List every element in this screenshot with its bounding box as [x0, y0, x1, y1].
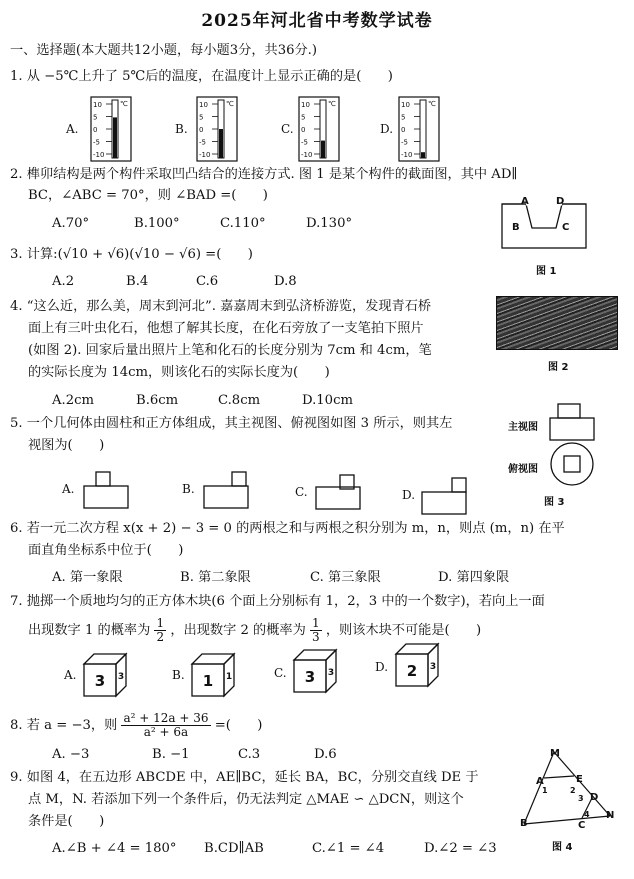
thermometer-tick-label: -5 [401, 138, 408, 147]
fig4-label-n: N [606, 810, 615, 821]
fig4-label-d: D [590, 792, 599, 803]
q9-line3: 条件是( ) [28, 814, 105, 829]
q7-frac2-num: 1 [312, 616, 320, 630]
q7-cube-b [190, 652, 236, 698]
cube-front-number: 1 [202, 672, 214, 690]
q1-option-d-label: D. [380, 122, 394, 136]
q6-line2: 面直角坐标系中位于( ) [28, 543, 184, 558]
q7-option-d-label: D. [375, 660, 389, 674]
fig4-angle-2: 2 [570, 786, 576, 795]
q5-option-c-label: C. [295, 485, 308, 499]
q3-option-c: C.6 [196, 274, 219, 289]
q5-line2: 视图为( ) [28, 438, 105, 453]
fig1-label-c: C [562, 222, 570, 233]
cube-front-number: 3 [94, 672, 106, 690]
thermometer-tick-label: -10 [401, 151, 413, 159]
q5-option-b-view [202, 470, 250, 510]
fig3-top-view [548, 440, 596, 488]
q9-option-d: D.∠2 = ∠3 [424, 841, 497, 856]
cube-side-number: 3 [327, 668, 335, 678]
thermometer-tick-label: 10 [93, 101, 102, 109]
q3-stem: 3. 计算:(√10 + √6)(√10 − √6) =( ) [10, 247, 253, 262]
thermometer-tick-label: 5 [401, 113, 406, 122]
thermometer-tick-label: 0 [199, 126, 204, 134]
thermometer-tick-label: -5 [301, 138, 308, 147]
fig3-main-view-label: 主视图 [508, 422, 538, 433]
fig4-label-b: B [520, 818, 528, 829]
q6-option-d: D. 第四象限 [438, 570, 510, 585]
paper-title: 2025年河北省中考数学试卷 [201, 11, 433, 31]
cube-front-number: 2 [406, 662, 418, 680]
fig3-caption: 图 3 [544, 497, 565, 508]
q2-option-a: A.70° [52, 216, 90, 231]
q8-fraction [121, 712, 210, 739]
thermometer-tick-label: 10 [401, 101, 410, 109]
thermometer-tick-label: -5 [199, 138, 206, 147]
q7-cube-d [394, 642, 440, 688]
thermometer-tick-label: 5 [93, 113, 98, 122]
q2-option-d: D.130° [306, 216, 353, 231]
section-heading: 一、选择题(本大题共12小题，每小题3分，共36分.) [10, 43, 317, 58]
q2-option-c: C.110° [220, 216, 266, 231]
q5-line1: 5. 一个几何体由圆柱和正方体组成，其主视图、俯视图如图 3 所示，则其左 [10, 416, 453, 431]
q3-option-d: D.8 [274, 274, 297, 289]
fig4-label-e: E [576, 774, 583, 785]
q4-option-d: D.10cm [302, 393, 353, 408]
cube-side-number: 1 [225, 672, 233, 682]
thermometer-column [321, 141, 325, 158]
q1-option-a-label: A. [66, 122, 79, 136]
fig4-angle-4: 4 [584, 810, 590, 819]
thermometer-unit: ℃ [226, 100, 234, 108]
q7-line2-b: ，出现数字 2 的概率为 [170, 623, 306, 638]
q6-option-a: A. 第一象限 [52, 570, 123, 585]
q7-line2-c: ，则该木块不可能是( ) [325, 623, 482, 638]
q8-option-b: B. −1 [152, 747, 190, 762]
q5-option-d-label: D. [402, 488, 416, 502]
thermometer-tick-label: 0 [401, 126, 406, 134]
q6-line1: 6. 若一元二次方程 x(x + 2) − 3 = 0 的两根之和与两根之积分别为 m，n，则点 (m，n) 在平 [10, 521, 565, 536]
thermometer-tick-label: -10 [199, 151, 211, 159]
q7-fraction-1 [154, 617, 166, 644]
q6-option-c: C. 第三象限 [310, 570, 381, 585]
fig1-label-a: A [521, 196, 529, 207]
q7-fraction-2 [310, 617, 322, 644]
q4-option-c: C.8cm [218, 393, 261, 408]
q7-line2-a: 出现数字 1 的概率为 [28, 623, 151, 638]
fig2-caption: 图 2 [548, 362, 569, 373]
q8-stem-a: 8. 若 a = −3，则 [10, 718, 118, 733]
q9-line2: 点 M，N. 若添加下列一个条件后，仍无法判定 △MAE ∽ △DCN，则这个 [28, 792, 464, 807]
q4-line3: (如图 2). 回家后量出照片上笔和化石的长度分别为 7cm 和 4cm，笔 [28, 343, 432, 358]
fig4-label-c: C [578, 820, 586, 831]
thermometer-tick-label: 5 [199, 113, 204, 122]
q9-line1: 9. 如图 4，在五边形 ABCDE 中，AE∥BC，延长 BA，BC，分别交直线 DE 于 [10, 770, 479, 785]
q1-option-c-label: C. [281, 122, 294, 136]
cube-side-number: 3 [117, 672, 125, 682]
q6-option-b: B. 第二象限 [180, 570, 251, 585]
q7-option-a-label: A. [64, 668, 77, 682]
q5-option-d-view [420, 476, 470, 516]
q7-frac2-den: 3 [312, 630, 320, 644]
thermometer-tick-label: 0 [93, 126, 98, 134]
figure-2-fossil-photo [496, 296, 618, 350]
fig1-label-d: D [556, 196, 565, 207]
thermometer-tick-label: 10 [199, 101, 208, 109]
fig1-label-b: B [512, 222, 520, 233]
thermometer-a [90, 96, 132, 162]
q7-frac1-den: 2 [156, 630, 165, 644]
q2-line2: BC，∠ABC = 70°，则 ∠BAD =( ) [28, 188, 268, 203]
q1-stem: 1. 从 −5℃上升了 5℃后的温度，在温度计上显示正确的是( ) [10, 69, 393, 84]
thermometer-column [421, 152, 425, 158]
q7-frac1-num: 1 [156, 616, 165, 630]
q7-line2 [28, 617, 481, 645]
q8-option-d: D.6 [314, 747, 337, 762]
thermometer-d [398, 96, 440, 162]
q8-option-a: A. −3 [52, 747, 90, 762]
thermometer-tick-label: 5 [301, 113, 306, 122]
thermometer-c [298, 96, 340, 162]
cube-front-number: 3 [304, 668, 316, 686]
thermometer-unit: ℃ [428, 100, 436, 108]
cube-side-number: 3 [429, 662, 437, 672]
q5-option-a-label: A. [62, 482, 75, 496]
fig4-caption: 图 4 [552, 842, 573, 853]
thermometer-b [196, 96, 238, 162]
thermometer-tick-label: 10 [301, 101, 310, 109]
q9-option-c: C.∠1 = ∠4 [312, 841, 385, 856]
q4-line4: 的实际长度为 14cm，则该化石的实际长度为( ) [28, 365, 330, 380]
q9-option-b: B.CD∥AB [204, 841, 264, 856]
q9-option-a: A.∠B + ∠4 = 180° [52, 841, 177, 856]
q7-cube-c [292, 648, 338, 694]
q4-option-a: A.2cm [52, 393, 94, 408]
thermometer-tick-label: -10 [93, 151, 105, 159]
fig3-top-view-label: 俯视图 [508, 464, 538, 475]
q8-stem [10, 708, 262, 744]
q8-option-c: C.3 [238, 747, 261, 762]
q8-frac-num: a² + 12a + 36 [123, 711, 209, 725]
q4-line1: 4. “这么近，那么美，周末到河北”. 嘉嘉周末到弘济桥游览，发现青石桥 [10, 299, 432, 314]
q3-option-a: A.2 [52, 274, 75, 289]
q2-option-b: B.100° [134, 216, 180, 231]
fig4-angle-1: 1 [542, 786, 548, 795]
fig4-angle-3: 3 [578, 794, 584, 803]
q8-stem-b: =( ) [214, 718, 263, 733]
q4-option-b: B.6cm [136, 393, 179, 408]
fig4-label-a: A [536, 776, 544, 787]
thermometer-tick-label: 0 [301, 126, 306, 134]
q7-cube-a [82, 652, 128, 698]
thermometer-tick-label: -10 [301, 151, 313, 159]
q7-option-b-label: B. [172, 668, 185, 682]
thermometer-column [113, 117, 117, 158]
thermometer-tick-label: -5 [93, 138, 100, 147]
q4-line2: 面上有三叶虫化石，他想了解其长度，在化石旁放了一支笔拍下照片 [28, 321, 424, 336]
q7-option-c-label: C. [274, 666, 287, 680]
thermometer-unit: ℃ [328, 100, 336, 108]
q5-option-b-label: B. [182, 482, 195, 496]
q7-line1: 7. 抛掷一个质地均匀的正方体木块(6 个面上分别标有 1，2，3 中的一个数字)，若向上一面 [10, 594, 545, 609]
fig1-caption: 图 1 [536, 266, 557, 277]
q8-frac-den: a² + 6a [143, 725, 189, 739]
q2-line1: 2. 榫卯结构是两个构件采取凹凸结合的连接方式. 图 1 是某个构件的截面图，其中 AD∥ [10, 167, 518, 182]
fig4-label-m: M [550, 748, 560, 759]
q1-option-b-label: B. [175, 122, 188, 136]
thermometer-unit: ℃ [120, 100, 128, 108]
q3-option-b: B.4 [126, 274, 149, 289]
q5-option-c-view [314, 473, 366, 513]
q5-option-a-view [82, 470, 130, 510]
thermometer-column [219, 129, 223, 158]
fig3-main-view [548, 402, 598, 442]
